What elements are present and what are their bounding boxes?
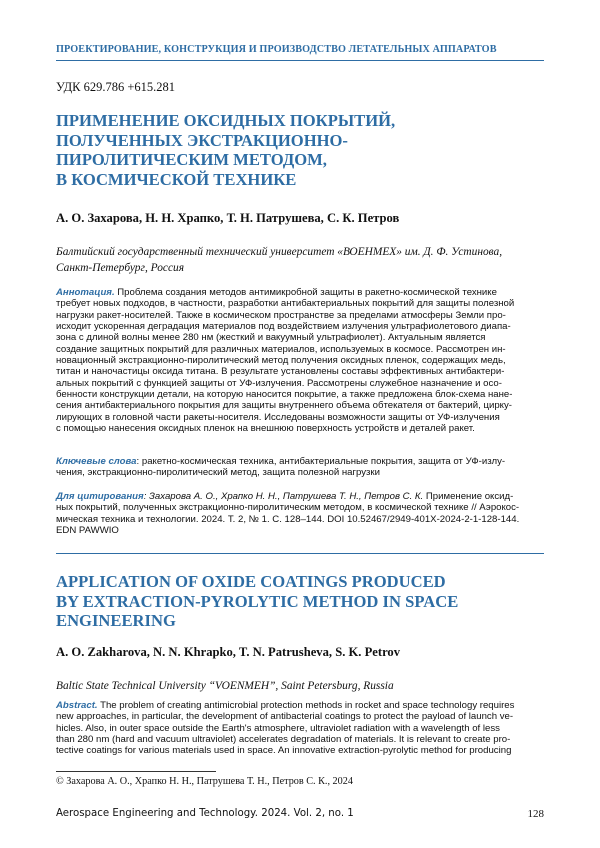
header-rule xyxy=(56,60,544,61)
keywords-ru xyxy=(56,456,544,479)
section-divider xyxy=(56,553,544,554)
keywords-ru-line: : ракетно-космическая техника, антибактериальные покрытия, защита от УФ-излу- xyxy=(136,456,506,467)
title-ru-line: ПИРОЛИТИЧЕСКИМ МЕТОДОМ, xyxy=(56,150,327,170)
abstract-en-line: new approaches, in particular, the development of antibacterial coatings to protect the payload of launch ve- xyxy=(56,711,514,723)
authors-en: A. O. Zakharova, N. N. Khrapko, T. N. Patrusheva, S. K. Petrov xyxy=(56,645,401,659)
abstract-ru-line: Проблема создания методов антимикробной защиты в ракетно-космической технике xyxy=(114,287,497,298)
affiliation-ru-line: Балтийский государственный технический университет «ВОЕНМЕХ» им. Д. Ф. Устинова, xyxy=(56,246,503,258)
citation-ru xyxy=(56,491,544,536)
abstract-ru-line: с помощью нанесения оксидных пленок на внешнюю поверхность устройств и деталей ракет. xyxy=(56,423,475,435)
copyright-note: © Захарова А. О., Храпко Н. Н., Патрушева Т. Н., Петров С. К., 2024 xyxy=(56,776,353,787)
abstract-en-line: tective coatings for various materials used in space. An innovative extraction-pyrolytic method for producing xyxy=(56,745,512,757)
title-en-line: ENGINEERING xyxy=(56,611,176,631)
abstract-en-line: than 280 nm (hard and vacuum ultraviolet) accelerates degradation of materials. It is relevant to create pro- xyxy=(56,734,511,746)
affiliation-ru-line: Санкт-Петербург, Россия xyxy=(56,262,184,274)
abstract-en xyxy=(56,700,544,757)
title-ru-line: ПРИМЕНЕНИЕ ОКСИДНЫХ ПОКРЫТИЙ, xyxy=(56,111,396,130)
abstract-ru-label: Аннотация. xyxy=(56,287,115,298)
title-en-line: BY EXTRACTION-PYROLYTIC METHOD IN SPACE xyxy=(56,591,459,611)
abstract-en-label: Abstract. xyxy=(56,700,98,711)
article-page xyxy=(56,0,544,848)
keywords-ru-line: чения, экстракционно-пиролитический метод, защита полезной нагрузки xyxy=(56,467,380,479)
citation-ru-line: Применение оксид- xyxy=(423,491,514,502)
title-ru xyxy=(56,111,544,189)
abstract-ru-line: титан и наночастицы оксида титана. В результате установлены составы эффективных антибактери- xyxy=(56,366,505,378)
title-ru-line: ПОЛУЧЕННЫХ ЭКСТРАКЦИОННО- xyxy=(56,130,348,150)
citation-ru-label: Для цитирования xyxy=(56,491,144,502)
keywords-ru-label: Ключевые слова xyxy=(56,456,137,467)
authors-ru: А. О. Захарова, Н. Н. Храпко, Т. Н. Патрушева, С. К. Петров xyxy=(56,211,400,225)
citation-ru-line: EDN PAWWIO xyxy=(56,525,119,537)
abstract-en-line: The problem of creating antimicrobial protection methods in rocket and space technology requires xyxy=(97,700,515,711)
citation-ru-line: ных покрытий, полученных экстракционно-пиролитическим методом, в космической технике // Аэрокос- xyxy=(56,502,520,514)
abstract-ru-line: новационный экстракционно-пиролитический метод получения оксидных пленок, содержащих медь, xyxy=(56,355,506,367)
title-en-line: APPLICATION OF OXIDE COATINGS PRODUCED xyxy=(56,572,446,591)
abstract-ru-line: исходит ускоренная деградация материалов под воздействием излучения ультрафиолетового диапа- xyxy=(56,321,511,333)
citation-ru-line: мическая техника и технологии. 2024. Т. 2, № 1. С. 128–144. DOI 10.52467/2949-401X-2024-2-1-128-144. xyxy=(56,513,520,525)
footnote-rule xyxy=(56,771,216,772)
title-en xyxy=(56,572,544,631)
abstract-ru-line: сения антибактериального покрытия для защиты внутреннего объема обтекателя от бактерий, цирку- xyxy=(56,400,512,412)
affiliation-ru xyxy=(56,244,544,276)
running-head: ПРОЕКТИРОВАНИЕ, КОНСТРУКЦИЯ И ПРОИЗВОДСТВО ЛЕТАТЕЛЬНЫХ АППАРАТОВ xyxy=(56,44,497,55)
abstract-ru-line: зона с длиной волны менее 280 нм (жесткий и вакуумный ультрафиолет). Актуальным является xyxy=(56,332,486,344)
abstract-ru-line: создание защитных покрытий для различных материалов, используемых в космосе. Рассмотрен ин- xyxy=(56,343,506,355)
abstract-ru-line: лирующих в головной части ракеты-носителя. Исследованы возможности защиты от УФ-излучения xyxy=(56,411,500,423)
abstract-ru-line: альных покрытий с функцией защиты от УФ-излучения. Рассмотрены служебное назначение и осо- xyxy=(56,377,502,389)
udk-code: УДК 629.786 +615.281 xyxy=(56,80,176,94)
abstract-ru xyxy=(56,287,544,434)
citation-ru-authors: : Захарова А. О., Храпко Н. Н., Патрушева Т. Н., Петров С. К. xyxy=(143,491,424,502)
title-ru-line: В КОСМИЧЕСКОЙ ТЕХНИКЕ xyxy=(56,169,297,189)
abstract-ru-line: требует новых подходов, в частности, разработки антибактериальных покрытий для защиты полезной xyxy=(56,298,515,310)
affiliation-en: Baltic State Technical University “VOENMEH”, Saint Petersburg, Russia xyxy=(56,680,394,692)
abstract-en-line: hicles. Also, in outer space outside the Earth's atmosphere, ultraviolet radiation with a wavelength of less xyxy=(56,722,500,734)
page-number: 128 xyxy=(527,808,544,820)
abstract-ru-line: нагрузки ракет-носителей. Также в космическом пространстве за пределами атмосферы Земли про- xyxy=(56,309,506,321)
abstract-ru-line: бенности конструкции детали, на которую наносится покрытие, а также предложена блок-схема нане- xyxy=(56,389,513,401)
journal-footer: Aerospace Engineering and Technology. 2024. Vol. 2, no. 1 xyxy=(56,808,354,819)
